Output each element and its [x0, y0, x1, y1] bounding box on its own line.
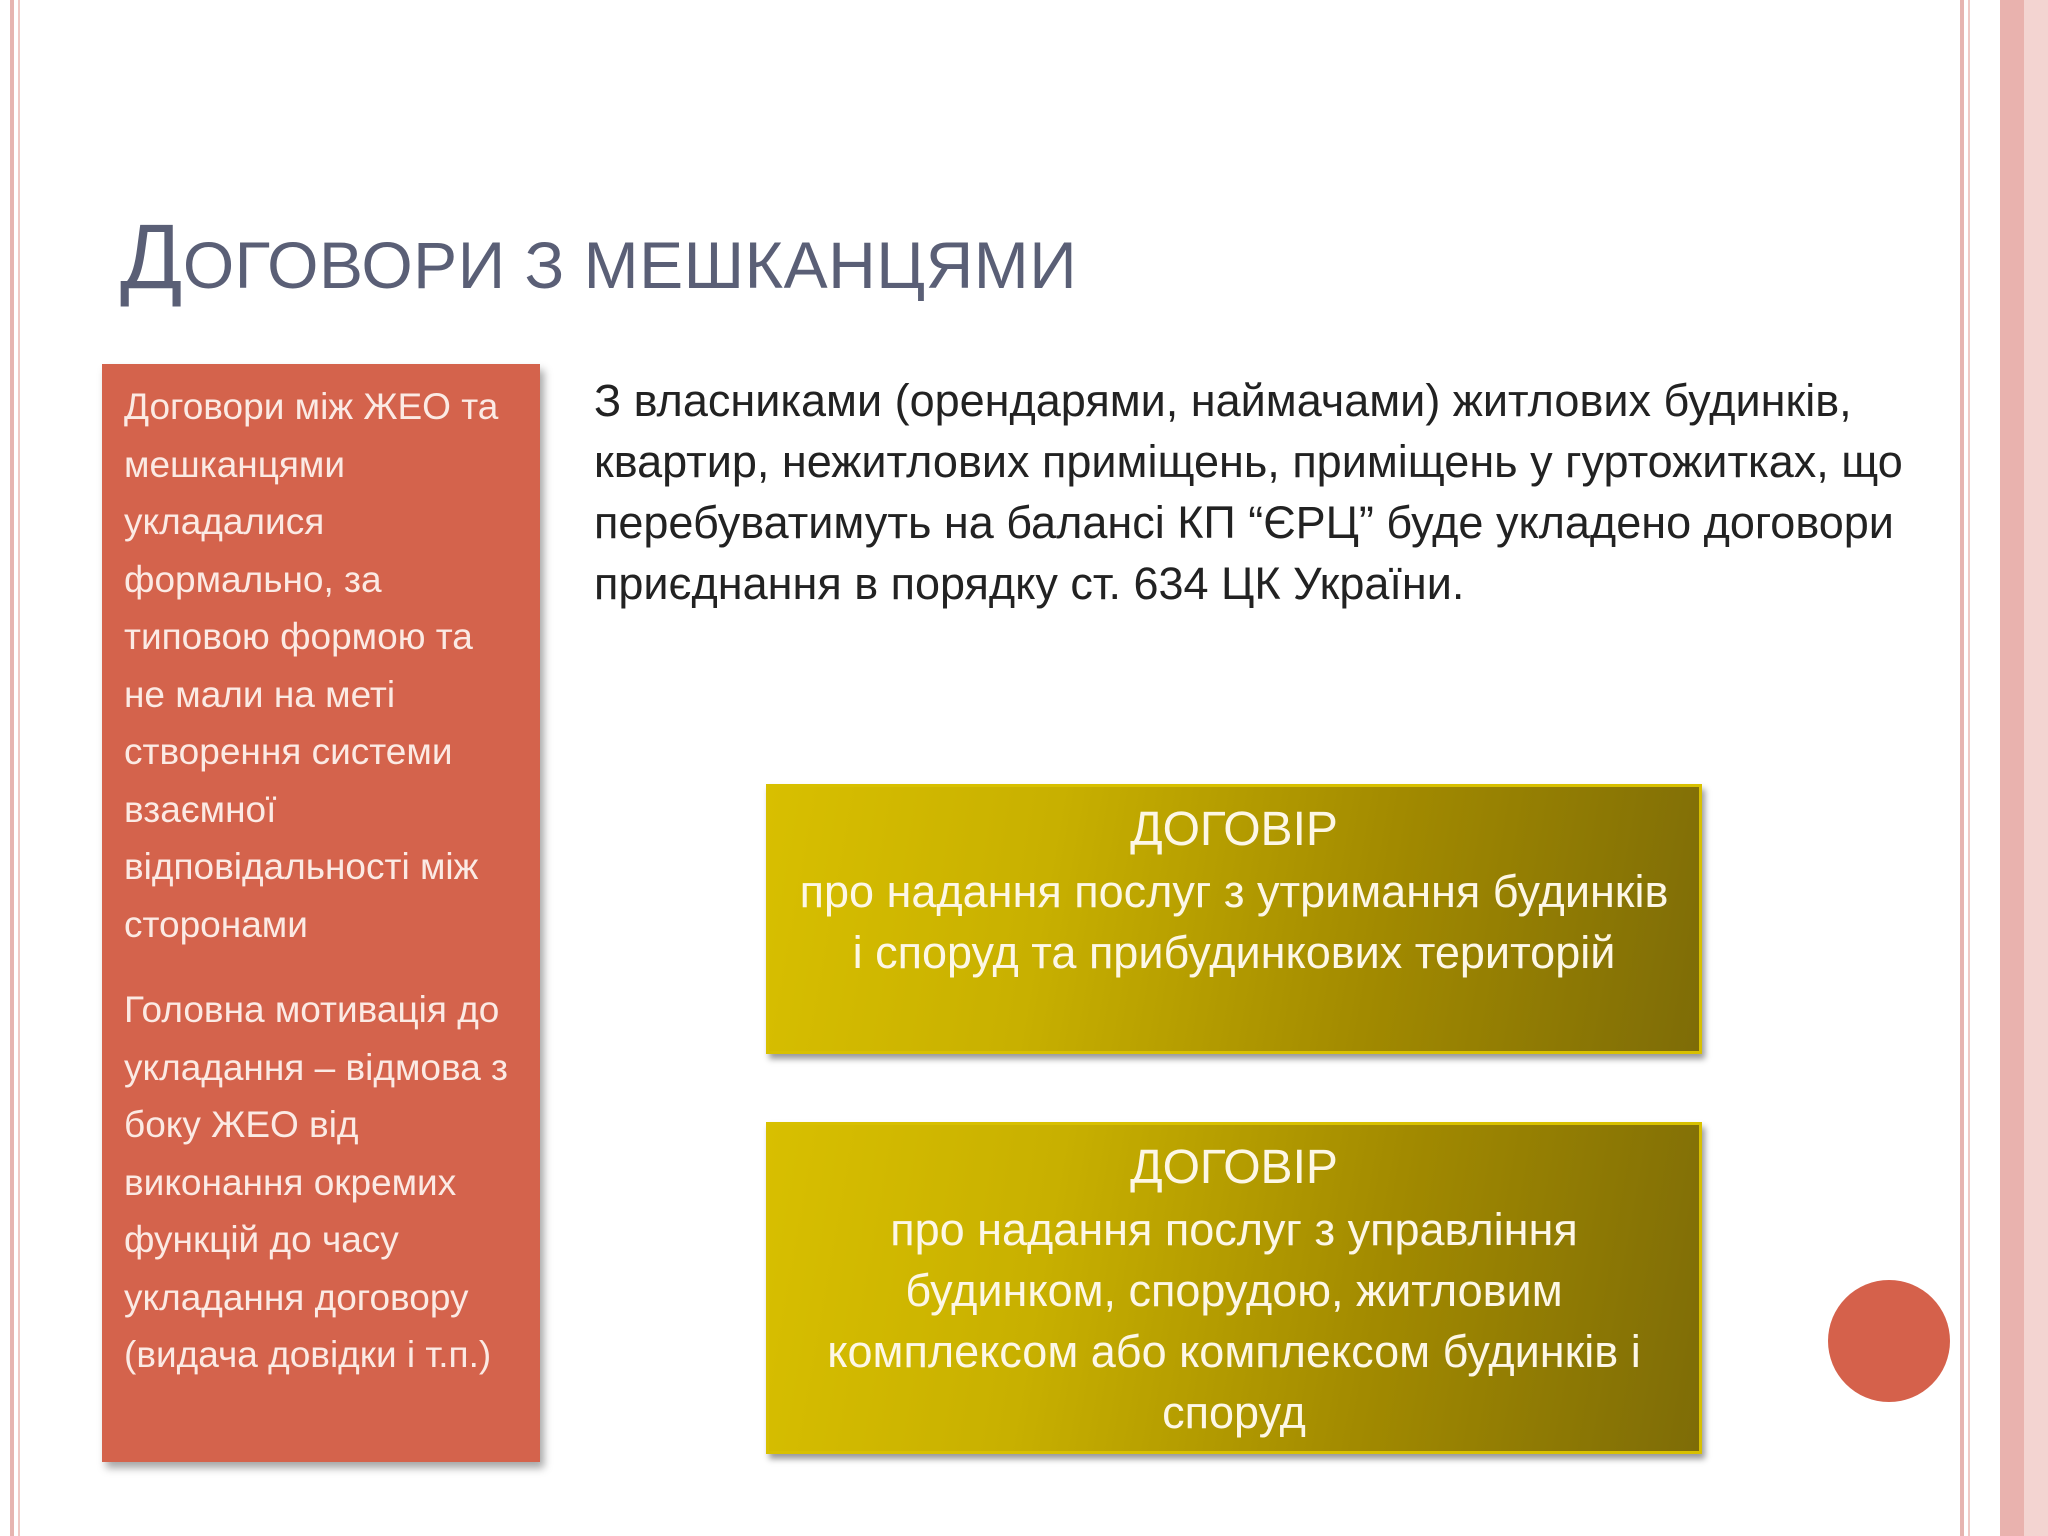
frame-band-right-outer: [2024, 0, 2048, 1536]
frame-band-right: [2000, 0, 2024, 1536]
contract-box-management: [766, 1122, 1702, 1454]
contract-description: про надання послуг з управління будинком, спорудою, житловим комплексом або комплексом будинків і споруд: [827, 1204, 1641, 1438]
slide-title-initial: Д: [120, 206, 183, 308]
decorative-circle: [1828, 1280, 1950, 1402]
left-info-panel: [102, 364, 540, 1462]
contract-description: про надання послуг з утримання будинків і споруд та прибудинкових територій: [799, 866, 1669, 978]
contract-heading: ДОГОВІР: [1130, 803, 1338, 856]
frame-line-right: [1960, 0, 1964, 1536]
slide-title: [120, 205, 1077, 310]
left-panel-paragraph-2: Головна мотивація до укладання – відмова з боку ЖЕО від виконання окремих функцій до часу укладання договору (видача довідки і т.п.): [124, 989, 509, 1375]
frame-line-left: [10, 0, 14, 1536]
main-text: З власниками (орендарями, наймачами) житлових будинків, квартир, нежитлових приміщень, приміщень у гуртожитках, що перебуватимуть на балансі КП “ЄРЦ” буде укладено договори приєднання в порядку ст. 634 ЦК України.: [594, 375, 1903, 609]
contract-box-maintenance: [766, 784, 1702, 1054]
left-panel-paragraph-1: Договори між ЖЕО та мешканцями укладалися формально, за типовою формою та не мали на меті створення системи взаємної відповідальності між сторонами: [124, 386, 499, 945]
frame-line-left-inner: [18, 0, 20, 1536]
contract-heading: ДОГОВІР: [1130, 1141, 1338, 1194]
frame-line-right-inner: [1968, 0, 1970, 1536]
slide-title-rest: ОГОВОРИ З МЕШКАНЦЯМИ: [182, 228, 1078, 302]
